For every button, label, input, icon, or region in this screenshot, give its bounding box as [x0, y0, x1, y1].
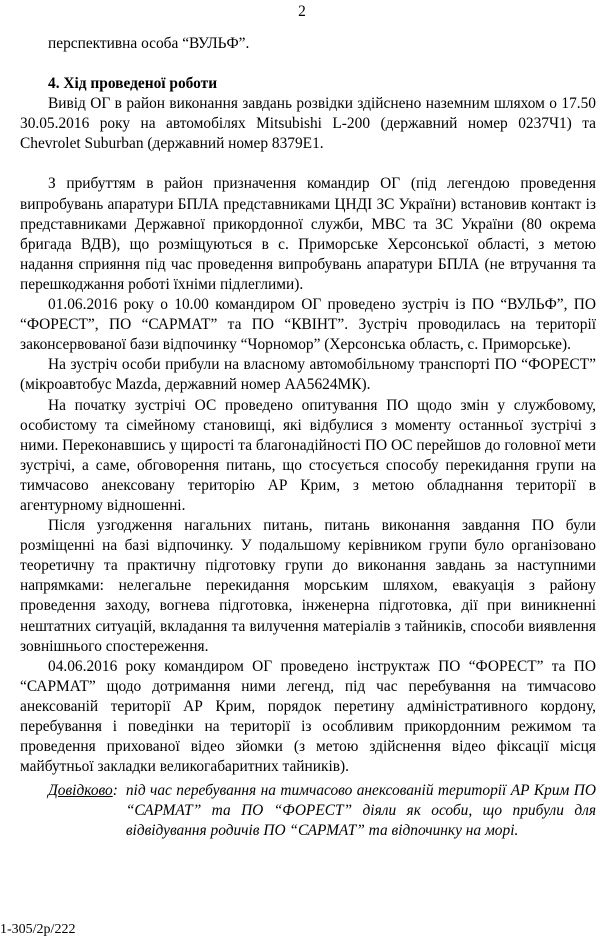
- paragraph-deployment: Вивід ОГ в район виконання завдань розвідки здійснено наземним шляхом о 17.50 30.05.2016 року на автомобілях Mitsubishi L-200 (державний номер 0237Ч1) та Chevrolet Suburban (державний номер 8379Е1.: [20, 95, 596, 153]
- paragraph-arrival: З прибуттям в район призначення командир ОГ (під легендою проведення випробувань апаратури БПЛА представниками ЦНДІ ЗС України) встановив контакт із представниками Державної прикордонної служби, МВС та ЗС України (80 окрема бригада ВДВ), що розміщуються в с. Приморське Херсонської області, з метою надання сприяння під час проведення випробувань апаратури БПЛА (не втручання та перешкоджання роботі їхніми підлеглими).: [20, 175, 596, 293]
- paragraph-survey: На початку зустрічі ОС проведено опитування ПО щодо змін у службовому, особистому та сімейному становищі, які відбулися з моменту останньої зустрічі з ними. Переконавшись у щирості та благонадійності ПО ОС перейшов до головної мети зустрічі, а саме, обговорення питань, що стосується способу перекидання групи на тимчасово анексовану територію АР Крим, з метою обладнання території в агентурному відношенні.: [20, 396, 596, 514]
- paragraph-briefing: 04.06.2016 року командиром ОГ проведено інструктаж ПО “ФОРЕСТ” та ПО “САРМАТ” щодо дотримання ними легенд, під час перебування на тимчасово анексованій території АР Крим, порядок перетину адміністративного кордону, перебування і поведінки на території із особливим прикордонним режимом та проведення прихованої відео зйомки (з метою здійснення відео фіксації місця майбутньої закладки великогабаритних тайників).: [20, 657, 596, 776]
- note-text: під час перебування на тимчасово анексованій території АР Крим ПО “САРМАТ” та ПО “ФОРЕСТ” діяли як особи, що прибули для відвідування родичів ПО “САРМАТ” та відпочинку на морі.: [125, 782, 596, 840]
- section-heading: 4. Хід проведеної роботи: [48, 75, 218, 93]
- page-number: 2: [298, 3, 306, 20]
- note-colon: :: [112, 782, 118, 800]
- document-body: [20, 34, 596, 842]
- reference-note: [20, 781, 596, 841]
- spacer: [20, 154, 596, 174]
- paragraph-meeting: 01.06.2016 року о 10.00 командиром ОГ проведено зустріч із ПО “ВУЛЬФ”, ПО “ФОРЕСТ”, ПО “САРМАТ” та ПО “КВІНТ”. Зустріч проводилась на території законсервованої бази відпочинку “Чорномор” (Херсонська область, с. Приморське).: [20, 296, 596, 354]
- document-footer-code: 1-305/2р/222: [0, 922, 76, 937]
- paragraph-training: Після узгодження нагальних питань, питань виконання завдання ПО були розміщенні на базі відпочинку. У подальшому керівником групи було організовано теоретичну та практичну підготовку групи до виконання завдань за наступними напрямками: нелегальне перекидання морським шляхом, евакуація з району проведення заходу, вогнева підготовка, інженерна підготовка, дії при виникненні нештатних ситуацій, вкладання та вилучення матеріалів з тайників, способи виявлення зовнішнього спостереження.: [20, 517, 596, 655]
- spacer: [20, 54, 596, 74]
- note-label: Довідково: [48, 782, 113, 800]
- paragraph-transport: На зустріч особи прибули на власному автомобільному транспорті ПО “ФОРЕСТ” (мікроавтобус Mazda, державний номер АА5624МК).: [20, 356, 596, 394]
- paragraph-intro-end: перспективна особа “ВУЛЬФ”.: [48, 35, 250, 52]
